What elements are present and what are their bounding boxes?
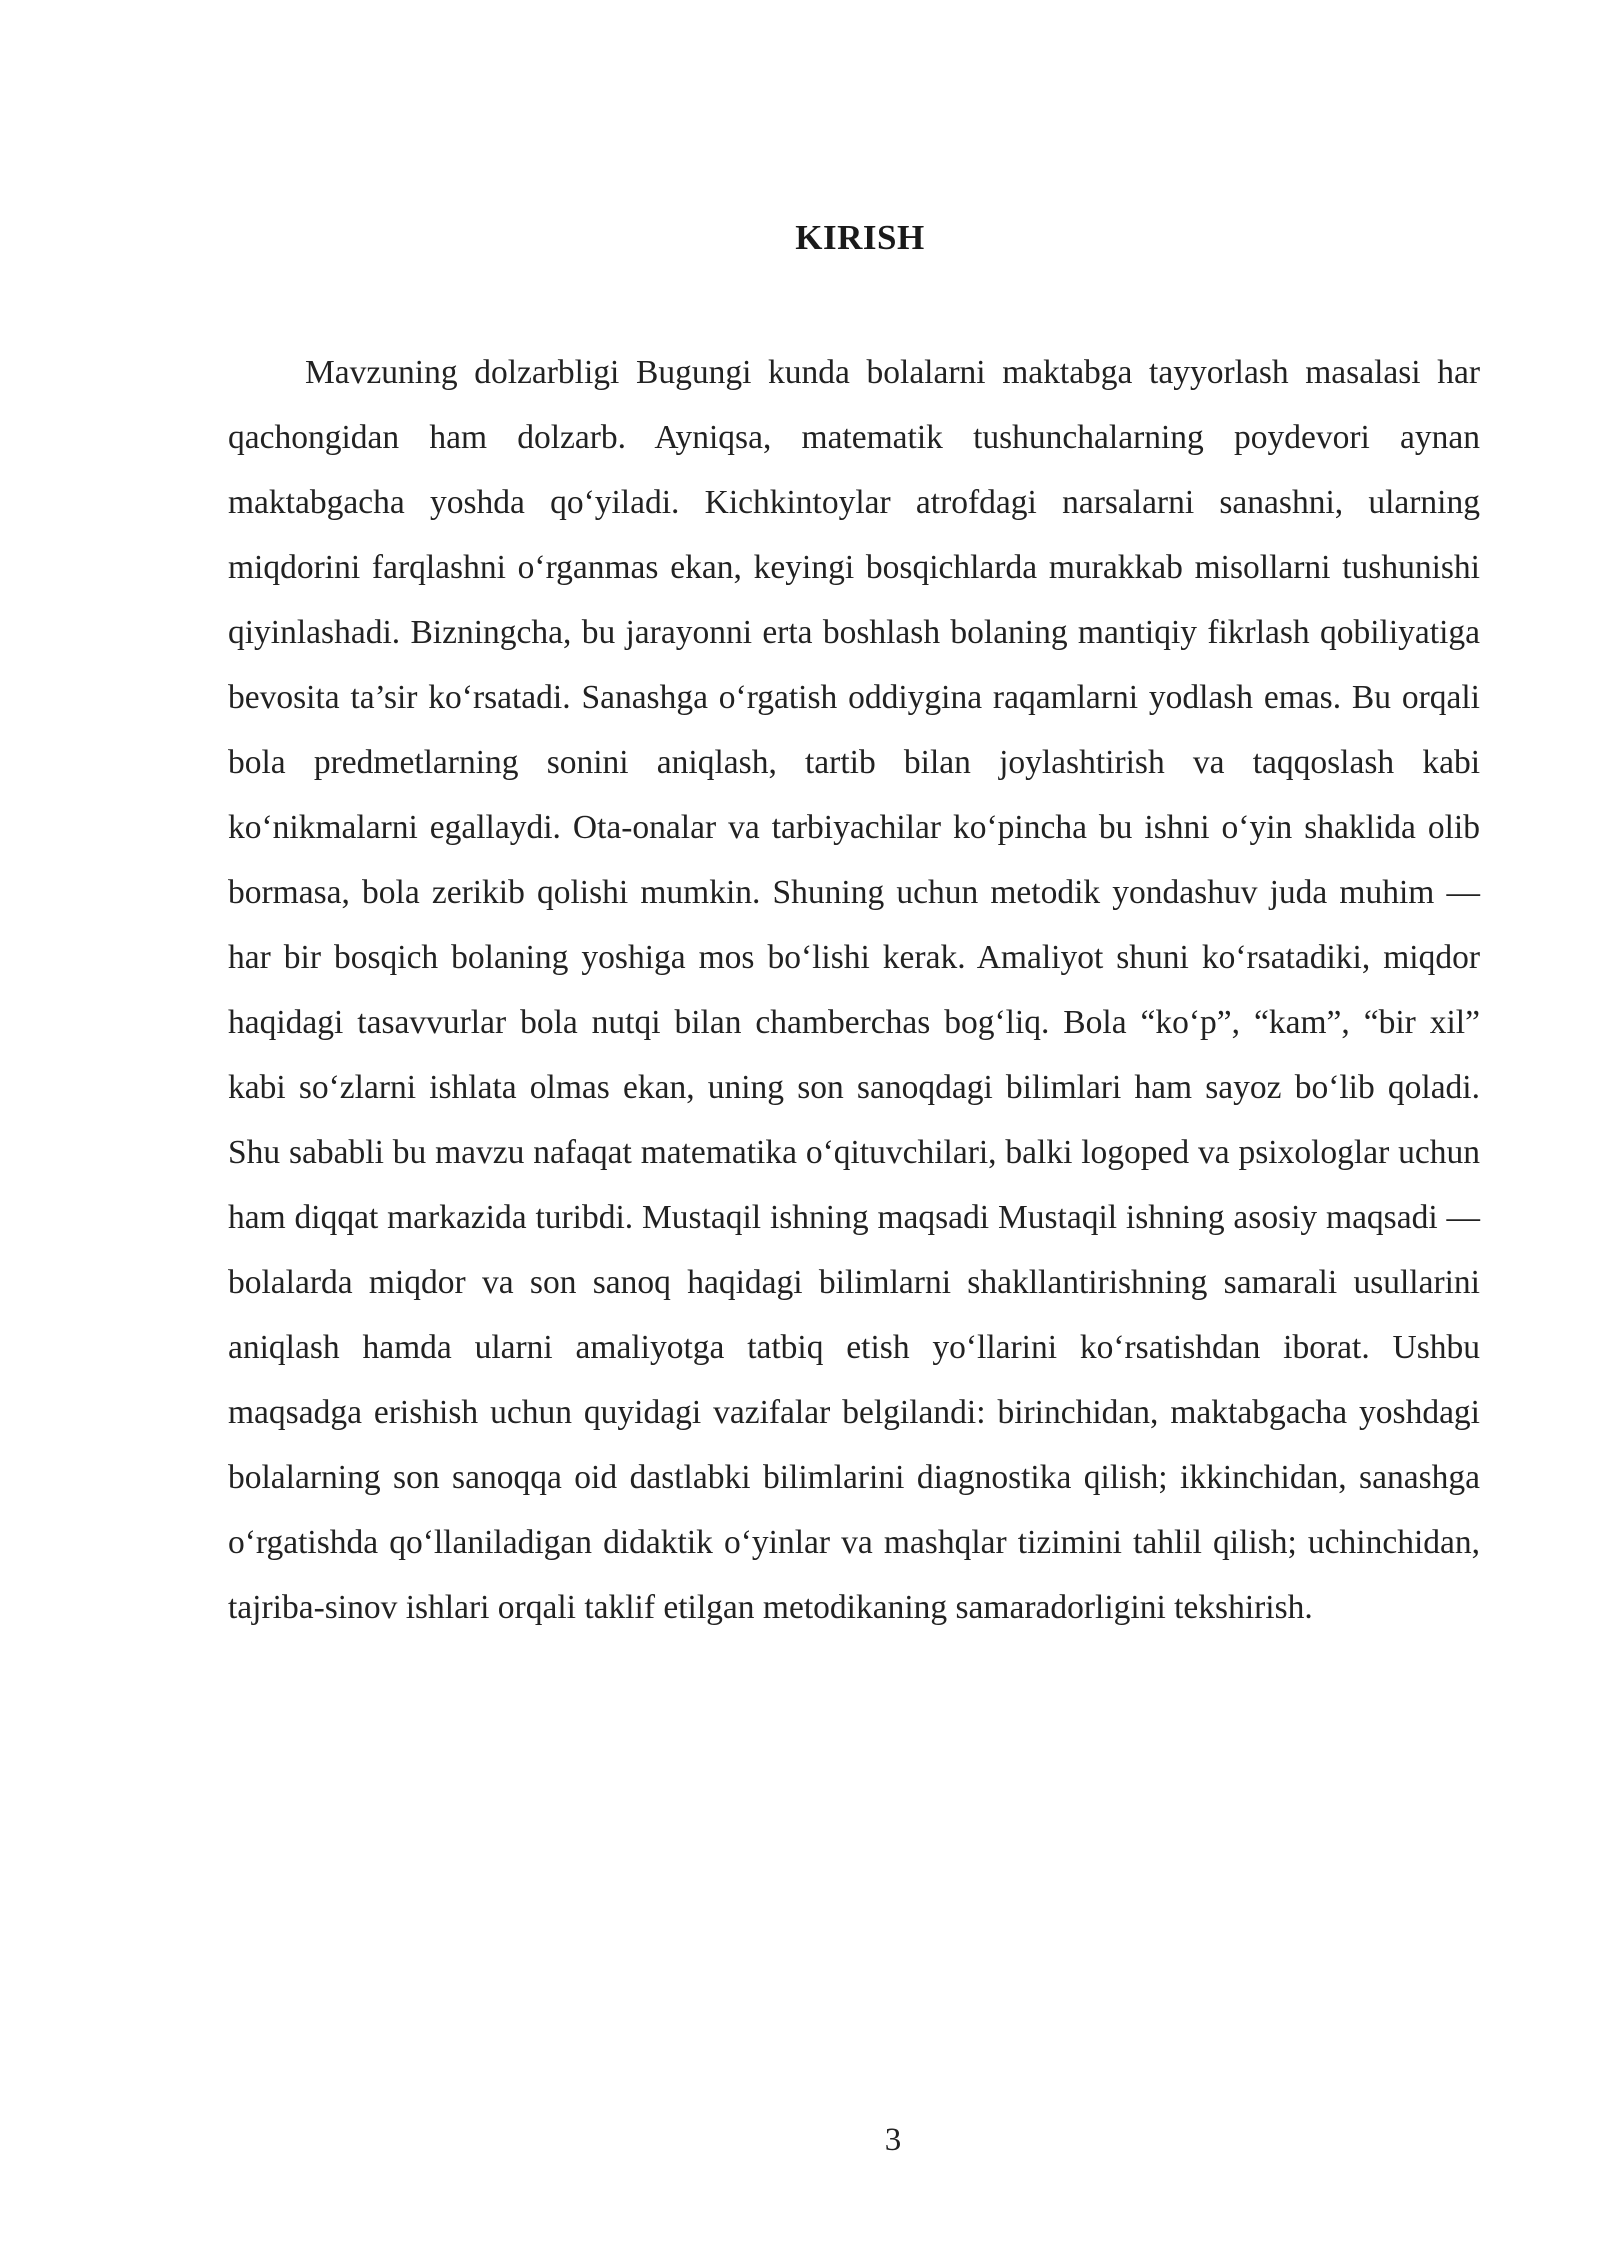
section-heading: KIRISH: [795, 218, 925, 257]
page-number: 3: [884, 2122, 902, 2158]
body-paragraph: Mavzuning dolzarbligi Bugungi kunda bolalarni maktabga tayyorlash masalasi har qachongidan ham dolzarb. Ayniqsa, matematik tushunchalarning poydevori aynan maktabgacha yoshda qo‘yiladi. Kichkintoylar atrofdagi narsalarni sanashni, ularning miqdorini farqlashni o‘rganmas ekan, keyingi bosqichlarda murakkab misollarni tushunishi qiyinlashadi. Bizningcha, bu jarayonni erta boshlash bolaning mantiqiy fikrlash qobiliyatiga bevosita ta’sir ko‘rsatadi. Sanashga o‘rgatish oddiygina raqamlarni yodlash emas. Bu orqali bola predmetlarning sonini aniqlash, tartib bilan joylashtirish va taqqoslash kabi ko‘nikmalarni egallaydi. Ota-onalar va tarbiyachilar ko‘pincha bu ishni o‘yin shaklida olib bormasa, bola zerikib qolishi mumkin. Shuning uchun metodik yondashuv juda muhim — har bir bosqich bolaning yoshiga mos bo‘lishi kerak. Amaliyot shuni ko‘rsatadiki, miqdor haqidagi tasavvurlar bola nutqi bilan chamberchas bog‘liq. Bola “ko‘p”, “kam”, “bir xil” kabi so‘zlarni ishlata olmas ekan, uning son sanoqdagi bilimlari ham sayoz bo‘lib qoladi. Shu sababli bu mavzu nafaqat matematika o‘qituvchilari, balki logoped va psixologlar uchun ham diqqat markazida turibdi. Mustaqil ishning maqsadi Mustaqil ishning asosiy maqsadi — bolalarda miqdor va son sanoq haqidagi bilimlarni shakllantirishning samarali usullarini aniqlash hamda ularni amaliyotga tatbiq etish yo‘llarini ko‘rsatishdan iborat. Ushbu maqsadga erishish uchun quyidagi vazifalar belgilandi: birinchidan, maktabgacha yoshdagi bolalarning son sanoqqa oid dastlabki bilimlarini diagnostika qilish; ikkinchidan, sanashga o‘rgatishda qo‘llaniladigan didaktik o‘yinlar va mashqlar tizimini tahlil qilish; uchinchidan, tajriba-sinov ishlari orqali taklif etilgan metodikaning samaradorligini tekshirish.: [228, 354, 1480, 1626]
